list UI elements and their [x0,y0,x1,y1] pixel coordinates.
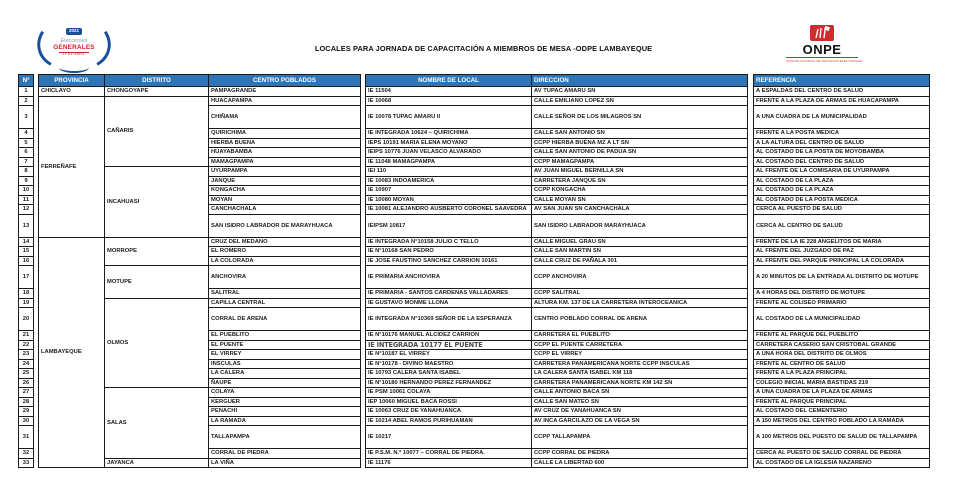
centro-poblado-cell: MAMAGPAMPA [209,157,361,167]
centro-poblado-cell: JANQUE [209,176,361,186]
nombre-local-cell: IE N°10176 MANUEL ALCIDEZ CARRION [366,331,532,341]
referencia-cell: A 100 METROS DEL PUESTO DE SALUD DE TALLAPAMPA [754,426,930,449]
referencia-cell: AL FRENTE DEL JUZGADO DE PAZ [754,247,930,257]
direccion-cell: CCPP MAMAGPAMPA [532,157,748,167]
nombre-local-cell: IE 10081 ALEJANDRO AUSBERTO CORONEL SAAVEDRA [366,205,532,215]
direccion-cell: CCPP CORRAL DE PIEDRA [532,449,748,459]
row-number-cell: 11 [19,195,34,205]
direccion-cell: CALLE SAN MATEO SN [532,397,748,407]
direccion-cell: CCPP KONGACHA [532,186,748,196]
direccion-cell: CENTRO POBLADO CORRAL DE ARENA [532,308,748,331]
row-number-cell: 15 [19,247,34,257]
direccion-cell: CCPP SALITRAL [532,289,748,299]
referencia-cell: AL COSTADO DE LA POSTA DE MOYOBAMBA [754,148,930,158]
centro-poblado-cell: COLAYA [209,388,361,398]
distrito-cell: MORROPE [105,237,209,266]
referencia-cell: AL COSTADO DEL CEMENTERIO [754,407,930,417]
centro-poblado-cell: INSCULAS [209,359,361,369]
table-header-row [19,75,930,87]
nombre-local-cell: IE GUSTAVO MONME LLONA [366,298,532,308]
centro-poblado-cell: CAPILLA CENTRAL [209,298,361,308]
direccion-cell: CARRETERA JANQUE SN [532,176,748,186]
centro-poblado-cell: EL PUENTE [209,340,361,350]
row-number-cell: 22 [19,340,34,350]
nombre-local-cell: IE 10793 CALERA SANTA ISABEL [366,369,532,379]
direccion-cell: CALLE SAN ANTONIO DE PADUA SN [532,148,748,158]
nombre-local-cell: IEP 10060 MIGUEL BACA ROSSI [366,397,532,407]
direccion-cell: CCPP EL PUENTE CARRETERA [532,340,748,350]
row-number-cell: 5 [19,138,34,148]
centro-poblado-cell: HUACAPAMPA [209,96,361,106]
referencia-cell: AL COSTADO DE LA MUNICIPALIDAD [754,308,930,331]
centro-poblado-cell: MOYAN [209,195,361,205]
nombre-local-cell: IE INTEGRADA N°10158 JULIO C TELLO [366,237,532,247]
direccion-cell: CALLE MIGUEL GRAU SN [532,237,748,247]
logo-elecciones-label: Elecciones [60,37,88,44]
centro-poblado-cell: HUAYABAMBA [209,148,361,158]
col-header-centro-poblados: CENTRO POBLADOS [209,75,361,87]
nombre-local-cell: IE N°10178 - DIVINO MAESTRO [366,359,532,369]
nombre-local-cell: IE 11048 MAMAGPAMPA [366,157,532,167]
referencia-cell: CARRETERA CASERIO SAN CRISTOBAL GRANDE [754,340,930,350]
logo-generales-label: GENERALES [53,43,95,51]
direccion-cell: CALLE ANTONIO BACA SN [532,388,748,398]
nombre-local-cell: IE 10907 [366,186,532,196]
table-row [19,87,930,97]
distrito-cell: OLMOS [105,298,209,388]
nombre-local-cell: IE JOSE FAUSTINO SANCHEZ CARRION 10161 [366,256,532,266]
centro-poblado-cell: PENACHI [209,407,361,417]
col-header-provincia: PROVINCIA [39,75,105,87]
distrito-cell: MOTUPE [105,266,209,299]
row-number-cell: 18 [19,289,34,299]
direccion-cell: AV TUPAC AMARU SN [532,87,748,97]
table-row [19,96,930,106]
direccion-cell: LA CALERA SANTA ISABEL KM 118 [532,369,748,379]
referencia-cell: FRENTE A LA PLAZA DE ARMAS DE HUACAPAMPA [754,96,930,106]
nombre-local-cell: IE INTEGRADA N°10369 SEÑOR DE LA ESPERANZA [366,308,532,331]
onpe-ballot-hand-icon [809,24,835,42]
table-row [19,458,930,468]
referencia-cell: A UNA CUADRA DE LA MUNICIPALIDAD [754,106,930,129]
nombre-local-cell: IEIPSM 10817 [366,214,532,237]
direccion-cell: CALLE LA LIBERTAD 600 [532,458,748,468]
centro-poblado-cell: KERGUER [209,397,361,407]
direccion-cell: CARRETERA PANAMERICANA NORTE KM 142 SN [532,378,748,388]
direccion-cell: CALLE SAN MARTIN SN [532,247,748,257]
row-number-cell: 9 [19,176,34,186]
distrito-cell: INCAHUASI [105,167,209,238]
nombre-local-cell: IE 10078 TUPAC AMARU II [366,106,532,129]
nombre-local-cell: IE 11504 [366,87,532,97]
referencia-cell: A 150 METROS DEL CENTRO POBLADO LA RAMADA [754,416,930,426]
row-number-cell: 24 [19,359,34,369]
row-number-cell: 32 [19,449,34,459]
table-row [19,237,930,247]
centro-poblado-cell: PAMPAGRANDE [209,87,361,97]
centro-poblado-cell: SAN ISIDRO LABRADOR DE MARAYHUACA [209,214,361,237]
direccion-cell: CCPP EL VIRREY [532,350,748,360]
row-number-cell: 3 [19,106,34,129]
provincia-cell: CHICLAYO [39,87,105,97]
direccion-cell: CCPP ANCHOVIRA [532,266,748,289]
centro-poblado-cell: LA CALERA [209,369,361,379]
referencia-cell: FRENTE A LA POSTA MEDICA [754,129,930,139]
onpe-acronym: ONPE [802,42,842,57]
referencia-cell: FRENTE AL PARQUE PRINCIPAL [754,397,930,407]
direccion-cell: CALLE EMILIANO LOPEZ SN [532,96,748,106]
onpe-logo [786,24,863,63]
row-number-cell: 27 [19,388,34,398]
table-row [19,388,930,398]
table-row [19,266,930,289]
direccion-cell: AV SAN JUAN SN CANCHACHALA [532,205,748,215]
referencia-cell: FRENTE AL CENTRO DE SALUD [754,359,930,369]
row-number-cell: 28 [19,397,34,407]
centro-poblado-cell: LA COLORADA [209,256,361,266]
onpe-subtitle: OFICINA NACIONAL DE PROCESOS ELECTORALES [786,58,863,63]
centro-poblado-cell: UYURPAMPA [209,167,361,177]
centro-poblado-cell: CORRAL DE PIEDRA [209,449,361,459]
direccion-cell: CALLE SAN ANTONIO SN [532,129,748,139]
nombre-local-cell: IE N°10187 EL VIRREY [366,350,532,360]
direccion-cell: CALLE MOYAN SN [532,195,748,205]
distrito-cell: CAÑARIS [105,96,209,167]
referencia-cell: FRENTE A LA PLAZA PRINCIPAL [754,369,930,379]
centro-poblado-cell: QUIRICHIMA [209,129,361,139]
nombre-local-cell: IEI 110 [366,167,532,177]
row-number-cell: 4 [19,129,34,139]
provincia-cell: LAMBAYEQUE [39,237,105,468]
nombre-local-cell: IE N°10168 SAN PEDRO [366,247,532,257]
direccion-cell: CCPP HIERBA BUENA MZ A LT SN [532,138,748,148]
col-header-direccion: DIRECCION [532,75,748,87]
direccion-cell: CARRETERA PANAMERICANA NORTE CCPP INSCULAS [532,359,748,369]
row-number-cell: 17 [19,266,34,289]
row-number-cell: 2 [19,96,34,106]
nombre-local-cell: IE INTEGRADA 10177 EL PUENTE [366,340,532,350]
row-number-cell: 33 [19,458,34,468]
referencia-cell: A ESPALDAS DEL CENTRO DE SALUD [754,87,930,97]
direccion-cell: CALLE SEÑOR DE LOS MILAGROS SN [532,106,748,129]
referencia-cell: A UNA HORA DEL DISTRITO DE OLMOS [754,350,930,360]
row-number-cell: 8 [19,167,34,177]
row-number-cell: 12 [19,205,34,215]
nombre-local-cell: IE 10063 CRUZ DE YANAHUANCA [366,407,532,417]
centro-poblado-cell: SALITRAL [209,289,361,299]
referencia-cell: A UNA CUADRA DE LA PLAZA DE ARMAS [754,388,930,398]
referencia-cell: AL FRENTE DEL PARQUE PRINCIPAL LA COLORADA [754,256,930,266]
provincia-cell: FERREÑAFE [39,96,105,237]
row-number-cell: 7 [19,157,34,167]
referencia-cell: CERCA AL PUESTO DE SALUD CORRAL DE PIEDRA [754,449,930,459]
nombre-local-cell: IEIPS 10776 JUAN VELASCO ALVARADO [366,148,532,158]
nombre-local-cell: IE 10083 INDOAMERICA [366,176,532,186]
col-header-referencia: REFERENCIA [754,75,930,87]
nombre-local-cell: IE 10068 [366,96,532,106]
table-body [19,87,930,468]
nombre-local-cell: IE N°10180 HERNANDO PEREZ FERNANDEZ [366,378,532,388]
centro-poblado-cell: LA RAMADA [209,416,361,426]
col-header-distrito: DISTRITO [105,75,209,87]
row-number-cell: 1 [19,87,34,97]
nombre-local-cell: IE P.S.M. N.º 10077 – CORRAL DE PIEDRA. [366,449,532,459]
nombre-local-cell: IE 10214 ABEL RAMOS PURIHUAMAN [366,416,532,426]
table-row [19,167,930,177]
row-number-cell: 21 [19,331,34,341]
referencia-cell: AL COSTADO DE LA POSTA MEDICA [754,195,930,205]
row-number-cell: 13 [19,214,34,237]
page-title: LOCALES PARA JORNADA DE CAPACITACIÓN A MIEMBROS DE MESA -ODPE LAMBAYEQUE [314,44,653,53]
centro-poblado-cell: LA VIÑA [209,458,361,468]
referencia-cell: AL FRENTE DE LA COMISARIA DE UYURPAMPA [754,167,930,177]
referencia-cell: FRENTE DE LA IE 228 ANGELITOS DE MARIA [754,237,930,247]
centro-poblado-cell: EL VIRREY [209,350,361,360]
logo-date-label: 11 DE ABRIL [62,51,86,56]
distrito-cell: SALAS [105,388,209,459]
row-number-cell: 6 [19,148,34,158]
row-number-cell: 30 [19,416,34,426]
nombre-local-cell: IE PSM 10061 COLAYA [366,388,532,398]
nombre-local-cell: IE 10080 MOYAN [366,195,532,205]
referencia-cell: CERCA AL CENTRO DE SALUD [754,214,930,237]
centro-poblado-cell: CHIÑAMA [209,106,361,129]
centro-poblado-cell: CORRAL DE ARENA [209,308,361,331]
locales-table [18,74,930,468]
row-number-cell: 19 [19,298,34,308]
direccion-cell: AV INCA GARCILAZO DE LA VEGA SN [532,416,748,426]
nombre-local-cell: IE PRIMARIA - SANTOS CARDENAS VALLADARES [366,289,532,299]
nombre-local-cell: IEPS 10191 MARIA ELENA MOYANO [366,138,532,148]
nombre-local-cell: IE PRIMARIA ANCHOVIRA [366,266,532,289]
direccion-cell: SAN ISIDRO LABRADOR MARAYHUACA [532,214,748,237]
distrito-cell: CHONGOYAPE [105,87,209,97]
referencia-cell: A 4 HORAS DEL DISTRITO DE MOTUPE [754,289,930,299]
centro-poblado-cell: EL PUEBLITO [209,331,361,341]
centro-poblado-cell: EL ROMERO [209,247,361,257]
table-row [19,298,930,308]
referencia-cell: COLEGIO INICIAL MARIA BASTIDAS 219 [754,378,930,388]
col-header-numero: Nº [19,75,34,87]
direccion-cell: CCPP TALLAPAMPA [532,426,748,449]
referencia-cell: AL COSTADO DE LA PLAZA [754,176,930,186]
centro-poblado-cell: KONGACHA [209,186,361,196]
nombre-local-cell: IE 10217 [366,426,532,449]
centro-poblado-cell: CANCHACHALA [209,205,361,215]
logo-year-badge: 2021 [66,28,82,35]
row-number-cell: 25 [19,369,34,379]
centro-poblado-cell: HIERBA BUENA [209,138,361,148]
col-header-nombre-local: NOMBRE DE LOCAL [366,75,532,87]
nombre-local-cell: IE INTEGRADA 10624 – QUIRICHIMA [366,129,532,139]
referencia-cell: A 20 MINUTOS DE LA ENTRADA AL DISTRITO DE MOTUPE [754,266,930,289]
nombre-local-cell: IE 11176 [366,458,532,468]
row-number-cell: 23 [19,350,34,360]
centro-poblado-cell: CRUZ DEL MEDANO [209,237,361,247]
centro-poblado-cell: TALLAPAMPA [209,426,361,449]
row-number-cell: 10 [19,186,34,196]
centro-poblado-cell: ANCHOVIRA [209,266,361,289]
row-number-cell: 29 [19,407,34,417]
centro-poblado-cell: ÑAUPE [209,378,361,388]
direccion-cell: CALLE CRUZ DE PAÑALA 301 [532,256,748,266]
row-number-cell: 16 [19,256,34,266]
row-number-cell: 20 [19,308,34,331]
referencia-cell: CERCA AL PUESTO DE SALUD [754,205,930,215]
referencia-cell: AL COSTADO DE LA IGLESIA NAZARENO [754,458,930,468]
row-number-cell: 14 [19,237,34,247]
logo-swoosh-icon [59,62,89,73]
distrito-cell: JAYANCA [105,458,209,468]
referencia-cell: AL COSTADO DE LA PLAZA [754,186,930,196]
direccion-cell: CARRETERA EL PUEBLITO [532,331,748,341]
referencia-cell: FRENTE AL COLISEO PRIMARIO [754,298,930,308]
direccion-cell: AV JUAN MIGUEL BERNILLA SN [532,167,748,177]
direccion-cell: ALTURA KM. 137 DE LA CARRETERA INTEROCEANICA [532,298,748,308]
row-number-cell: 26 [19,378,34,388]
referencia-cell: FRENTE AL PARQUE DEL PUEBLITO [754,331,930,341]
row-number-cell: 31 [19,426,34,449]
direccion-cell: AV CRUZ DE YANAHUANCA SN [532,407,748,417]
referencia-cell: A LA ALTURA DEL CENTRO DE SALUD [754,138,930,148]
referencia-cell: AL COSTADO DEL CENTRO DE SALUD [754,157,930,167]
